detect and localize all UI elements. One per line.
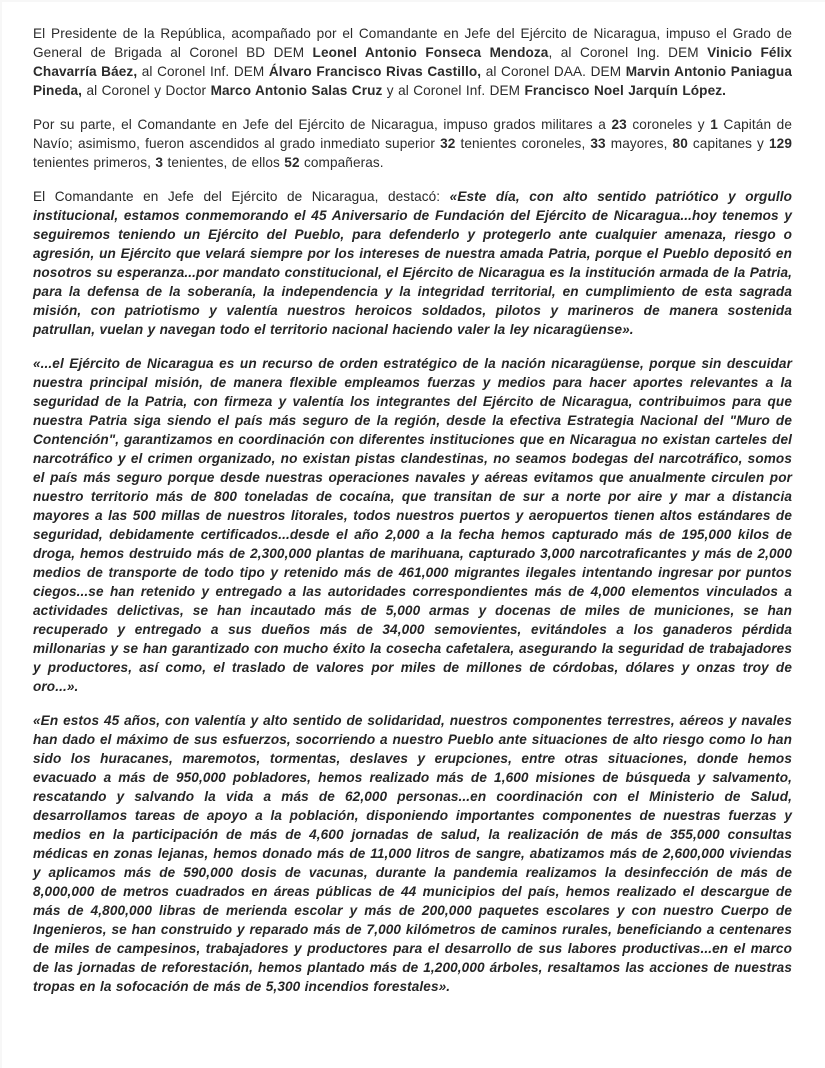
text-run: 129	[769, 136, 792, 151]
paragraph-quote-strategic-security-achievements	[33, 354, 792, 696]
text-run: al Coronel Inf. DEM	[137, 64, 269, 79]
text-run: compañeras.	[299, 155, 384, 170]
text-run: 33	[590, 136, 606, 151]
text-run: capitanes y	[687, 136, 770, 151]
text-run: 3	[155, 155, 164, 170]
text-run: 80	[672, 136, 688, 151]
text-run: Vinicio Félix Chavarría Báez,	[33, 45, 793, 79]
paragraph-quote-45-years-humanitarian-achievements	[33, 711, 792, 996]
text-run: Francisco Noel Jarquín López.	[524, 83, 727, 98]
text-run: 1	[710, 117, 718, 132]
text-run: 23	[611, 117, 627, 132]
text-run: y al Coronel Inf. DEM	[382, 83, 525, 98]
paragraph-general-de-brigada-promotions	[33, 24, 792, 100]
text-run: «...el Ejército de Nicaragua es un recurso de orden estratégico de la nación nicaragüense, porque sin descuidar nuestra principal misión, de manera flexible empleamos fuerzas y medios para hacer aportes relevantes a la seguridad de la Patria, con firmeza y valentía los integrantes del Ejército de Nicaragua, contribuimos para que nuestra Patria siga siendo el país más seguro de la región, desde la efectiva Estrategia Nacional del "Muro de Contención", garantizamos en coordinación con diferentes instituciones que en Nicaragua no existan carteles del narcotráfico y el crimen organizado, no existan pistas clandestinas, no seamos bodegas del narcotráfico, somos el país más seguro porque desde nuestras operaciones navales y aéreas evitamos que anualmente circulen por nuestro territorio más de 800 toneladas de cocaína, que transitan de sur a norte por aire y mar a distancia mayores a las 500 millas de nuestros litorales, todos nuestros puertos y aeropuertos tienen altos estándares de seguridad, debidamente certificados...desde el año 2,000 a la fecha hemos capturado más de 195,000 kilos de droga, hemos destruido más de 2,300,000 plantas de marihuana, capturado 3,000 narcotraficantes y más de 2,000 medios de transporte de todo tipo y retenido más de 461,000 migrantes ilegales intentando ingresar por puntos ciegos...se han retenido y entregado a las autoridades correspondientes más de 4,000 elementos vinculados a actividades delictivas, se han incautado más de 5,000 armas y docenas de miles de municiones, se han recuperado y entregado a sus dueños más de 34,000 semovientes, evitándoles a los ganaderos pérdida millonarias y se han garantizado con mucho éxito la cosecha cafetalera, asegurando la seguridad de trabajadores y productores, así como, el traslado de valores por miles de millones de córdobas, dólares y onzas troy de oro...».	[33, 356, 792, 694]
text-run: Capitán de Navío; asimismo, fueron ascendidos al grado inmediato superior	[33, 117, 793, 151]
text-run: tenientes, de ellos	[163, 155, 285, 170]
text-run: , al Coronel Ing. DEM	[548, 45, 708, 60]
text-run: Leonel Antonio Fonseca Mendoza	[312, 45, 549, 60]
text-run: Marco Antonio Salas Cruz	[210, 83, 383, 98]
text-run: al Coronel DAA. DEM	[481, 64, 626, 79]
text-run: tenientes primeros,	[33, 155, 156, 170]
text-run: tenientes coroneles,	[455, 136, 591, 151]
text-run: 52	[284, 155, 300, 170]
text-run: Por su parte, el Comandante en Jefe del Ejército de Nicaragua, impuso grados militares a	[33, 117, 612, 132]
text-run: Álvaro Francisco Rivas Castillo,	[268, 64, 482, 79]
text-run: al Coronel y Doctor	[82, 83, 211, 98]
paragraph-military-rank-promotions-counts	[33, 115, 792, 172]
text-run: 32	[440, 136, 456, 151]
text-run: mayores,	[605, 136, 673, 151]
text-run: El Presidente de la República, acompañado por el Comandante en Jefe del Ejército de Nicaragua, impuso el Grado de General de Brigada al Coronel BD DEM	[33, 26, 792, 60]
text-run: «En estos 45 años, con valentía y alto sentido de solidaridad, nuestros componentes terrestres, aéreos y navales han dado el máximo de sus esfuerzos, socorriendo a nuestro Pueblo ante situaciones de alto riesgo como lo han sido los huracanes, maremotos, tormentas, deslaves y erupciones, entre otras situaciones, donde hemos evacuado a más de 950,000 pobladores, hemos realizado más de 1,600 misiones de búsqueda y salvamento, rescatando y salvando la vida a más de 62,000 personas...en coordinación con el Ministerio de Salud, desarrollamos tareas de apoyo a la población, disponiendo importantes componentes de nuestras fuerzas y medios en la participación de más de 4,600 jornadas de salud, la realización de más de 355,000 consultas médicas en zonas lejanas, hemos donado más de 11,000 litros de sangre, abatizamos más de 2,600,000 viviendas y aplicamos más de 590,000 dosis de vacunas, durante la pandemia realizamos la desinfección de más de 8,000,000 de metros cuadrados en áreas públicas de 44 municipios del país, hemos realizado el descargue de más de 4,800,000 libras de merienda escolar y más de 200,000 paquetes escolares y con nuestro Cuerpo de Ingenieros, se han construido y reparado más de 7,000 kilómetros de caminos rurales, beneficiando a centenares de miles de campesinos, trabajadores y productores para el desarrollo de sus labores productivas...en el marco de las jornadas de reforestación, hemos plantado más de 1,200,000 árboles, resaltamos las acciones de nuestras tropas en la sofocación de más de 5,300 incendios forestales».	[33, 713, 792, 994]
text-run: «Este día, con alto sentido patriótico y orgullo institucional, estamos conmemorando el 45 Aniversario de Fundación del Ejército de Nicaragua...hoy tenemos y seguiremos teniendo un Ejército del Pueblo, para defenderlo y protegerlo ante cualquier amenaza, riesgo o agresión, un Ejército que velará siempre por los intereses de nuestra amada Patria, porque el Pueblo depositó en nosotros su esperanza...por mandato constitucional, el Ejército de Nicaragua es la institución armada de la Patria, para la defensa de la soberanía, la independencia y la integridad territorial, en cumplimiento de esta sagrada misión, con patriotismo y valentía nuestros heroicos soldados, pilotos y marineros de manera sostenida patrullan, vuelan y navegan todo el territorio nacional haciendo valer la ley nicaragüense».	[33, 189, 792, 337]
text-run: Marvin Antonio Paniagua Pineda,	[33, 64, 792, 98]
paragraph-commander-quote-45-anniversary	[33, 187, 792, 339]
text-run: El Comandante en Jefe del Ejército de Nicaragua, destacó:	[33, 189, 450, 204]
text-run: coroneles y	[626, 117, 711, 132]
